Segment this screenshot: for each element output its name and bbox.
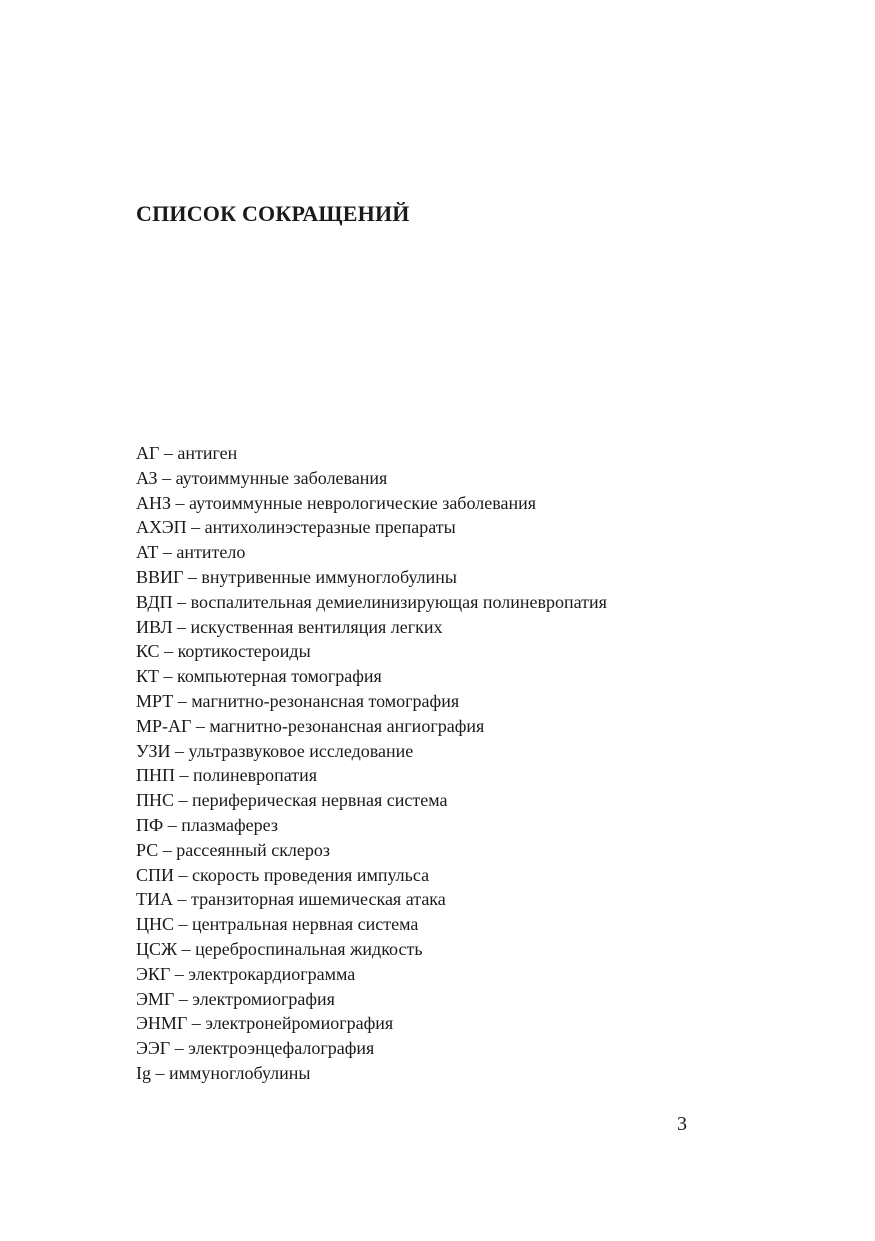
abbreviation-term: АХЭП — [136, 517, 187, 538]
abbreviation-term: АЗ — [136, 467, 158, 488]
list-item — [136, 962, 607, 987]
dash-separator: – — [178, 988, 188, 1009]
abbreviation-meaning: внутривенные иммуноглобулины — [201, 566, 458, 587]
dash-separator: – — [175, 740, 185, 761]
abbreviation-term: ВДП — [136, 591, 173, 612]
dash-separator: – — [162, 467, 172, 488]
list-item — [136, 838, 607, 863]
abbreviation-meaning: аутоиммунные неврологические заболевания — [189, 492, 536, 513]
dash-separator: – — [181, 938, 191, 959]
dash-separator: – — [177, 616, 187, 637]
abbreviation-list — [136, 441, 607, 1086]
list-item — [136, 1036, 607, 1061]
abbreviation-term: ИВЛ — [136, 616, 173, 637]
abbreviation-meaning: плазмаферез — [181, 814, 278, 835]
abbreviation-meaning: скорость проведения импульса — [192, 864, 430, 885]
dash-separator: – — [163, 666, 173, 687]
abbreviation-meaning: электрокардиограмма — [188, 963, 356, 984]
abbreviation-meaning: антиген — [177, 443, 238, 463]
list-item — [136, 912, 607, 937]
abbreviation-term: Ig — [136, 1062, 151, 1083]
dash-separator: – — [179, 765, 189, 786]
abbreviation-term: АНЗ — [136, 492, 172, 513]
abbreviation-term: ЭНМГ — [136, 1013, 188, 1034]
abbreviation-term: ЭМГ — [136, 988, 175, 1009]
page-title: СПИСОК СОКРАЩЕНИЙ — [136, 201, 410, 226]
list-item — [136, 739, 607, 764]
list-item — [136, 639, 607, 664]
abbreviation-meaning: магнитно-резонансная ангиография — [209, 715, 485, 736]
abbreviation-meaning: воспалительная демиелинизирующая полиневропатия — [190, 591, 607, 612]
abbreviation-meaning: аутоиммунные заболевания — [175, 467, 388, 488]
list-item — [136, 813, 607, 838]
list-item — [136, 1061, 607, 1086]
abbreviation-meaning: ультразвуковое исследование — [188, 740, 414, 761]
abbreviation-term: ПНС — [136, 790, 175, 811]
dash-separator: – — [177, 889, 187, 910]
abbreviation-term: ПФ — [136, 814, 164, 835]
abbreviation-term: КС — [136, 641, 160, 662]
list-item — [136, 466, 607, 491]
list-item — [136, 714, 607, 739]
dash-separator: – — [178, 914, 188, 935]
abbreviation-term: ТИА — [136, 889, 173, 910]
list-item — [136, 863, 607, 888]
dash-separator: – — [187, 566, 197, 587]
abbreviation-term: УЗИ — [136, 740, 171, 761]
dash-separator: – — [175, 492, 185, 513]
dash-separator: – — [191, 1013, 201, 1034]
list-item — [136, 441, 607, 466]
abbreviation-term: ЦСЖ — [136, 938, 178, 959]
dash-separator: – — [167, 814, 177, 835]
abbreviation-term: ЭКГ — [136, 963, 171, 984]
dash-separator: – — [162, 839, 172, 860]
abbreviation-meaning: рассеянный склероз — [176, 839, 331, 860]
abbreviation-meaning: антитело — [176, 542, 246, 563]
list-item — [136, 590, 607, 615]
abbreviation-meaning: компьютерная томография — [177, 666, 382, 687]
page-number: 3 — [677, 1113, 687, 1135]
abbreviation-term: ВВИГ — [136, 566, 184, 587]
list-item — [136, 788, 607, 813]
dash-separator: – — [191, 517, 201, 538]
dash-separator: – — [174, 1038, 184, 1059]
abbreviation-meaning: электромиография — [192, 988, 335, 1009]
abbreviation-term: КТ — [136, 666, 160, 687]
dash-separator: – — [178, 864, 188, 885]
dash-separator: – — [178, 790, 188, 811]
list-item — [136, 887, 607, 912]
list-item — [136, 540, 607, 565]
dash-separator: – — [155, 1062, 165, 1083]
dash-separator: – — [195, 715, 205, 736]
abbreviation-term: АГ — [136, 443, 160, 463]
dash-separator: – — [164, 641, 174, 662]
abbreviation-meaning: магнитно-резонансная томография — [191, 690, 460, 711]
list-item — [136, 664, 607, 689]
abbreviation-term: СПИ — [136, 864, 175, 885]
abbreviation-meaning: кортикостероиды — [177, 641, 311, 662]
dash-separator: – — [174, 963, 184, 984]
dash-separator: – — [177, 690, 187, 711]
abbreviation-term: МР-АГ — [136, 715, 192, 736]
abbreviation-meaning: электроэнцефалография — [188, 1038, 375, 1059]
list-item — [136, 689, 607, 714]
list-item — [136, 515, 607, 540]
abbreviation-meaning: искуственная вентиляция легких — [190, 616, 443, 637]
abbreviation-term: МРТ — [136, 690, 174, 711]
list-item — [136, 987, 607, 1012]
list-item — [136, 1011, 607, 1036]
abbreviation-term: РС — [136, 839, 159, 860]
dash-separator: – — [177, 591, 187, 612]
list-item — [136, 763, 607, 788]
list-item — [136, 491, 607, 516]
abbreviation-meaning: центральная нервная система — [192, 914, 419, 935]
abbreviation-meaning: цереброспинальная жидкость — [195, 938, 423, 959]
abbreviation-term: ЦНС — [136, 914, 175, 935]
list-item — [136, 565, 607, 590]
abbreviation-term: АТ — [136, 542, 159, 563]
list-item — [136, 937, 607, 962]
abbreviation-meaning: электронейромиография — [205, 1013, 394, 1034]
abbreviation-meaning: транзиторная ишемическая атака — [191, 889, 446, 910]
dash-separator: – — [163, 443, 173, 463]
abbreviation-term: ПНП — [136, 765, 175, 786]
abbreviation-meaning: антихолинэстеразные препараты — [204, 517, 456, 538]
abbreviation-term: ЭЭГ — [136, 1038, 171, 1059]
dash-separator: – — [162, 542, 172, 563]
abbreviation-meaning: периферическая нервная система — [192, 790, 448, 811]
list-item — [136, 615, 607, 640]
abbreviation-meaning: иммуноглобулины — [169, 1062, 311, 1083]
abbreviation-meaning: полиневропатия — [193, 765, 318, 786]
